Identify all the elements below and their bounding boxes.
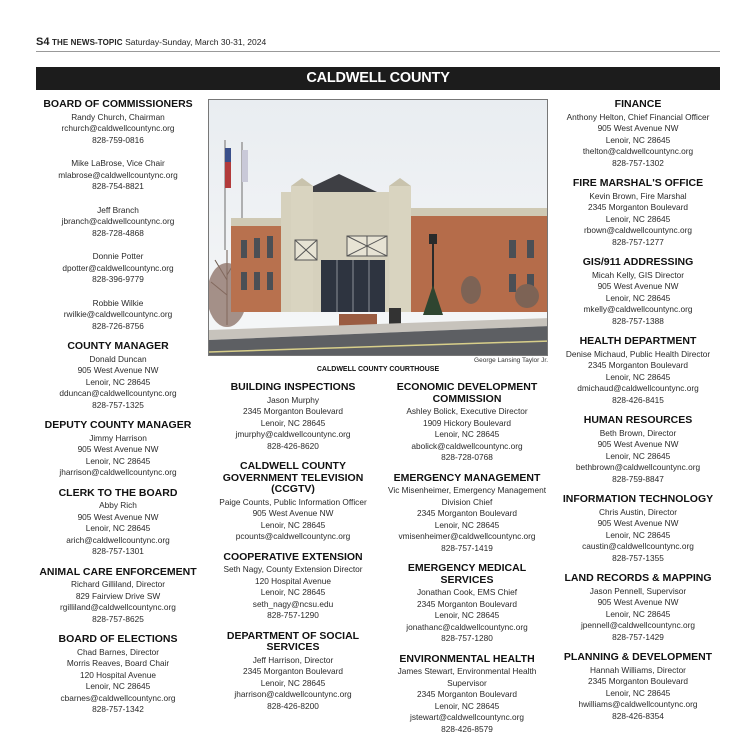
entry-name: Ashley Bolick, Executive Director bbox=[406, 406, 528, 416]
entry-city: Lenoir, NC 28645 bbox=[260, 677, 326, 688]
entry-name: Anthony Helton, Chief Financial Officer bbox=[566, 111, 710, 122]
masthead-rule bbox=[36, 51, 720, 52]
paper-name: THE NEWS-TOPIC bbox=[51, 38, 123, 47]
entry-phone: 828-757-1342 bbox=[92, 704, 144, 714]
entry-title: ENVIRONMENTAL HEALTH bbox=[399, 652, 535, 665]
entry-city: Lenoir, NC 28645 bbox=[260, 587, 326, 597]
entry-phone: 828-757-1388 bbox=[612, 315, 664, 326]
entry-name: Kevin Brown, Fire Marshal bbox=[589, 190, 687, 201]
entry-title: EMERGENCY MEDICAL SERVICES bbox=[407, 562, 527, 586]
entry-address: 2345 Morganton Boulevard bbox=[587, 676, 689, 686]
entry-title: FIRE MARSHAL'S OFFICE bbox=[572, 177, 704, 189]
member-name: Jeff Branch bbox=[97, 204, 139, 215]
entry-address: 2345 Morganton Boulevard bbox=[587, 360, 689, 370]
entry-phone: 828-757-1429 bbox=[612, 631, 664, 642]
member-phone: 828-759-0816 bbox=[92, 134, 144, 145]
entry-name: Donald Duncan bbox=[89, 353, 147, 364]
member-phone: 828-728-4868 bbox=[92, 227, 144, 238]
entry-city: Lenoir, NC 28645 bbox=[605, 529, 671, 540]
member-name: Donnie Potter bbox=[92, 251, 144, 261]
entry-title: LAND RECORDS & MAPPING bbox=[564, 572, 712, 584]
entry-title: CLERK TO THE BOARD bbox=[58, 486, 178, 499]
entry-name: Jeff Harrison, Director bbox=[252, 654, 334, 665]
middle-column-1 bbox=[208, 382, 378, 721]
entry-email: dmichaud@caldwellcountync.org bbox=[577, 383, 699, 393]
entry-name: Vic Misenheimer, Emergency Management Division Chief bbox=[387, 485, 547, 507]
entry-name: Jason Murphy bbox=[266, 394, 320, 405]
entry-phone: 828-757-1302 bbox=[612, 157, 664, 168]
member-name: Robbie Wilkie bbox=[92, 297, 144, 308]
entry-city: Lenoir, NC 28645 bbox=[85, 455, 151, 466]
entry-title: GIS/911 ADDRESSING bbox=[582, 256, 694, 268]
entry-name: Micah Kelly, GIS Director bbox=[591, 269, 685, 280]
entry-economic-development bbox=[386, 382, 548, 464]
entry-planning bbox=[556, 652, 720, 722]
entry-name-2: Morris Reaves, Board Chair bbox=[66, 658, 170, 668]
entry-city: Lenoir, NC 28645 bbox=[85, 376, 151, 387]
member-name: Mike LaBrose, Vice Chair bbox=[71, 158, 165, 168]
entry-title: FINANCE bbox=[614, 98, 662, 110]
entry-city: Lenoir, NC 28645 bbox=[605, 371, 671, 382]
entry-email: thelton@caldwellcountync.org bbox=[582, 146, 694, 156]
entry-clerk bbox=[36, 488, 200, 558]
courthouse-photo bbox=[208, 99, 548, 356]
entry-name: Jimmy Harrison bbox=[89, 432, 147, 443]
member-email: dpotter@caldwellcountync.org bbox=[62, 262, 174, 273]
entry-city: Lenoir, NC 28645 bbox=[605, 687, 671, 698]
entry-email: arich@caldwellcountync.org bbox=[66, 534, 170, 545]
entry-address: 2345 Morganton Boulevard bbox=[416, 689, 518, 699]
entry-environmental-health bbox=[386, 654, 548, 736]
entry-email: jharrison@caldwellcountync.org bbox=[59, 467, 177, 477]
entry-email: jharrison@caldwellcountync.org bbox=[234, 689, 352, 699]
entry-phone: 828-757-1277 bbox=[612, 236, 664, 247]
entry-email: pcounts@caldwellcountync.org bbox=[235, 531, 351, 541]
entry-name: Denise Michaud, Public Health Director bbox=[565, 348, 711, 359]
entry-city: Lenoir, NC 28645 bbox=[605, 450, 671, 461]
entry-phone: 828-757-1301 bbox=[92, 546, 144, 556]
entry-address: 120 Hospital Avenue bbox=[80, 669, 156, 680]
member-phone: 828-396-9779 bbox=[92, 274, 144, 284]
entry-address: 2345 Morganton Boulevard bbox=[587, 202, 689, 212]
entry-phone: 828-757-1325 bbox=[92, 399, 144, 410]
member-email: rchurch@caldwellcountync.org bbox=[61, 123, 175, 133]
entry-city: Lenoir, NC 28645 bbox=[85, 523, 151, 533]
entry-phone: 828-426-8200 bbox=[267, 700, 319, 711]
entry-city: Lenoir, NC 28645 bbox=[434, 519, 500, 530]
entry-city: Lenoir, NC 28645 bbox=[260, 519, 326, 530]
entry-ems bbox=[386, 563, 548, 645]
entry-land-records bbox=[556, 573, 720, 643]
entry-email: caustin@caldwellcountync.org bbox=[582, 541, 694, 551]
entry-email: mkelly@caldwellcountync.org bbox=[583, 304, 693, 314]
entry-city: Lenoir, NC 28645 bbox=[605, 134, 671, 145]
photo-caption: CALDWELL COUNTY COURTHOUSE bbox=[316, 366, 440, 373]
entry-phone: 828-728-0768 bbox=[441, 452, 493, 462]
entry-title: DEPARTMENT OF SOCIAL SERVICES bbox=[226, 629, 360, 653]
entry-building-inspections bbox=[208, 382, 378, 452]
entry-human-resources bbox=[556, 415, 720, 485]
member-name: Randy Church, Chairman bbox=[71, 111, 165, 122]
entry-elections bbox=[36, 634, 200, 716]
entry-title: BUILDING INSPECTIONS bbox=[230, 381, 356, 393]
entry-email: bethbrown@caldwellcountync.org bbox=[575, 462, 701, 472]
entry-city: Lenoir, NC 28645 bbox=[605, 292, 671, 303]
member-email: rwilkie@caldwellcountync.org bbox=[63, 309, 173, 319]
entry-title: HEALTH DEPARTMENT bbox=[579, 335, 697, 347]
entry-title: EMERGENCY MANAGEMENT bbox=[393, 471, 541, 484]
issue-date: Saturday-Sunday, March 30-31, 2024 bbox=[125, 37, 267, 47]
entry-phone: 828-426-8354 bbox=[612, 710, 664, 721]
entry-address: 120 Hospital Avenue bbox=[255, 575, 331, 586]
entry-name: Jason Pennell, Supervisor bbox=[589, 585, 687, 596]
entry-email: abolick@caldwellcountync.org bbox=[411, 440, 523, 451]
entry-title: CALDWELL COUNTY GOVERNMENT TELEVISION (CCGTV) bbox=[222, 460, 364, 495]
entry-address: 2345 Morganton Boulevard bbox=[416, 598, 518, 609]
entry-address: 905 West Avenue NW bbox=[77, 511, 159, 522]
entry-cooperative-extension bbox=[208, 552, 378, 622]
entry-name: Chad Barnes, Director bbox=[76, 646, 160, 657]
entry-phone: 828-426-8579 bbox=[441, 723, 493, 734]
entry-phone: 828-426-8620 bbox=[267, 440, 319, 451]
entry-county-manager bbox=[36, 341, 200, 411]
entry-address: 905 West Avenue NW bbox=[252, 508, 334, 518]
entry-name: Paige Counts, Public Information Officer bbox=[219, 496, 367, 507]
entry-title: BOARD OF COMMISSIONERS bbox=[43, 98, 193, 110]
entry-information-technology bbox=[556, 494, 720, 564]
masthead bbox=[36, 36, 720, 51]
right-column bbox=[556, 99, 720, 731]
left-column bbox=[36, 99, 200, 725]
entry-name: Hannah Williams, Director bbox=[590, 664, 686, 675]
entry-address: 2345 Morganton Boulevard bbox=[242, 406, 344, 416]
entry-social-services bbox=[208, 631, 378, 713]
entry-city: Lenoir, NC 28645 bbox=[434, 700, 500, 711]
entry-name: Seth Nagy, County Extension Director bbox=[223, 564, 363, 574]
entry-address: 905 West Avenue NW bbox=[597, 597, 679, 607]
entry-address: 905 West Avenue NW bbox=[77, 444, 159, 454]
entry-phone: 828-757-1355 bbox=[612, 552, 664, 563]
entry-address: 905 West Avenue NW bbox=[597, 281, 679, 291]
middle-column-2 bbox=[386, 382, 548, 744]
entry-address: 829 Fairview Drive SW bbox=[75, 590, 161, 601]
entry-city: Lenoir, NC 28645 bbox=[260, 417, 326, 428]
entry-title: PLANNING & DEVELOPMENT bbox=[563, 651, 713, 663]
section-banner: CALDWELL COUNTY bbox=[36, 67, 720, 90]
entry-city: Lenoir, NC 28645 bbox=[434, 610, 500, 620]
entry-title: ANIMAL CARE ENFORCEMENT bbox=[39, 565, 197, 578]
entry-phone: 828-757-1280 bbox=[441, 633, 493, 643]
entry-phone: 828-757-8625 bbox=[92, 613, 144, 624]
entry-address: 2345 Morganton Boulevard bbox=[416, 508, 518, 518]
entry-address: 905 West Avenue NW bbox=[597, 518, 679, 528]
entry-email: jstewart@caldwellcountync.org bbox=[409, 712, 525, 722]
entry-email: jpennell@caldwellcountync.org bbox=[580, 620, 696, 630]
entry-phone: 828-757-1290 bbox=[267, 610, 319, 620]
entry-title: COOPERATIVE EXTENSION bbox=[223, 550, 363, 563]
entry-emergency-management bbox=[386, 473, 548, 555]
entry-name: Beth Brown, Director bbox=[599, 427, 677, 438]
entry-address: 1909 Hickory Boulevard bbox=[422, 417, 512, 428]
entry-deputy-manager bbox=[36, 420, 200, 479]
entry-phone: 828-426-8415 bbox=[612, 394, 664, 405]
entry-city: Lenoir, NC 28645 bbox=[605, 608, 671, 619]
entry-city: Lenoir, NC 28645 bbox=[434, 429, 500, 439]
entry-city: Lenoir, NC 28645 bbox=[85, 681, 151, 691]
entry-title: HUMAN RESOURCES bbox=[583, 414, 693, 426]
entry-name: Richard Gilliland, Director bbox=[70, 579, 166, 589]
entry-name: James Stewart, Environmental Health Supervisor bbox=[397, 666, 537, 688]
page-number: S4 bbox=[36, 36, 50, 48]
entry-gis bbox=[556, 257, 720, 327]
entry-name: Jonathan Cook, EMS Chief bbox=[416, 587, 518, 597]
entry-animal-care bbox=[36, 567, 200, 626]
entry-address: 905 West Avenue NW bbox=[597, 123, 679, 133]
entry-ccgtv bbox=[208, 461, 378, 543]
entry-email: rgilliland@caldwellcountync.org bbox=[60, 602, 176, 612]
member-phone: 828-754-8821 bbox=[92, 181, 144, 191]
entry-city: Lenoir, NC 28645 bbox=[605, 213, 671, 224]
entry-finance bbox=[556, 99, 720, 169]
entry-phone: 828-759-8847 bbox=[612, 473, 664, 484]
entry-title: ECONOMIC DEVELOPMENT COMMISSION bbox=[396, 381, 538, 405]
member-email: jbranch@caldwellcountync.org bbox=[61, 216, 175, 226]
entry-email: seth_nagy@ncsu.edu bbox=[252, 598, 334, 609]
entry-phone: 828-757-1419 bbox=[441, 542, 493, 553]
entry-title: BOARD OF ELECTIONS bbox=[58, 633, 178, 645]
entry-commissioners bbox=[36, 99, 200, 332]
member-email: mlabrose@caldwellcountync.org bbox=[58, 169, 178, 180]
entry-email: dduncan@caldwellcountync.org bbox=[59, 388, 177, 398]
entry-email: hwilliams@caldwellcountync.org bbox=[578, 699, 698, 709]
entry-email: rbown@caldwellcountync.org bbox=[583, 225, 693, 235]
entry-email: cbarnes@caldwellcountync.org bbox=[60, 692, 176, 703]
entry-name: Abby Rich bbox=[99, 500, 137, 510]
photo-credit: George Lansing Taylor Jr. bbox=[474, 357, 548, 364]
entry-title: DEPUTY COUNTY MANAGER bbox=[44, 419, 192, 431]
entry-title: COUNTY MANAGER bbox=[67, 340, 169, 352]
member-phone: 828-726-8756 bbox=[92, 320, 144, 331]
entry-fire-marshal bbox=[556, 178, 720, 248]
entry-address: 905 West Avenue NW bbox=[597, 439, 679, 449]
entry-email: vmisenheimer@caldwellcountync.org bbox=[398, 531, 536, 541]
entry-email: jmurphy@caldwellcountync.org bbox=[235, 429, 351, 439]
entry-name: Chris Austin, Director bbox=[599, 506, 677, 517]
entry-title: INFORMATION TECHNOLOGY bbox=[562, 493, 714, 505]
entry-address: 2345 Morganton Boulevard bbox=[242, 666, 344, 676]
entry-health-department bbox=[556, 336, 720, 406]
entry-email: jonathanc@caldwellcountync.org bbox=[406, 621, 528, 632]
entry-address: 905 West Avenue NW bbox=[77, 365, 159, 375]
